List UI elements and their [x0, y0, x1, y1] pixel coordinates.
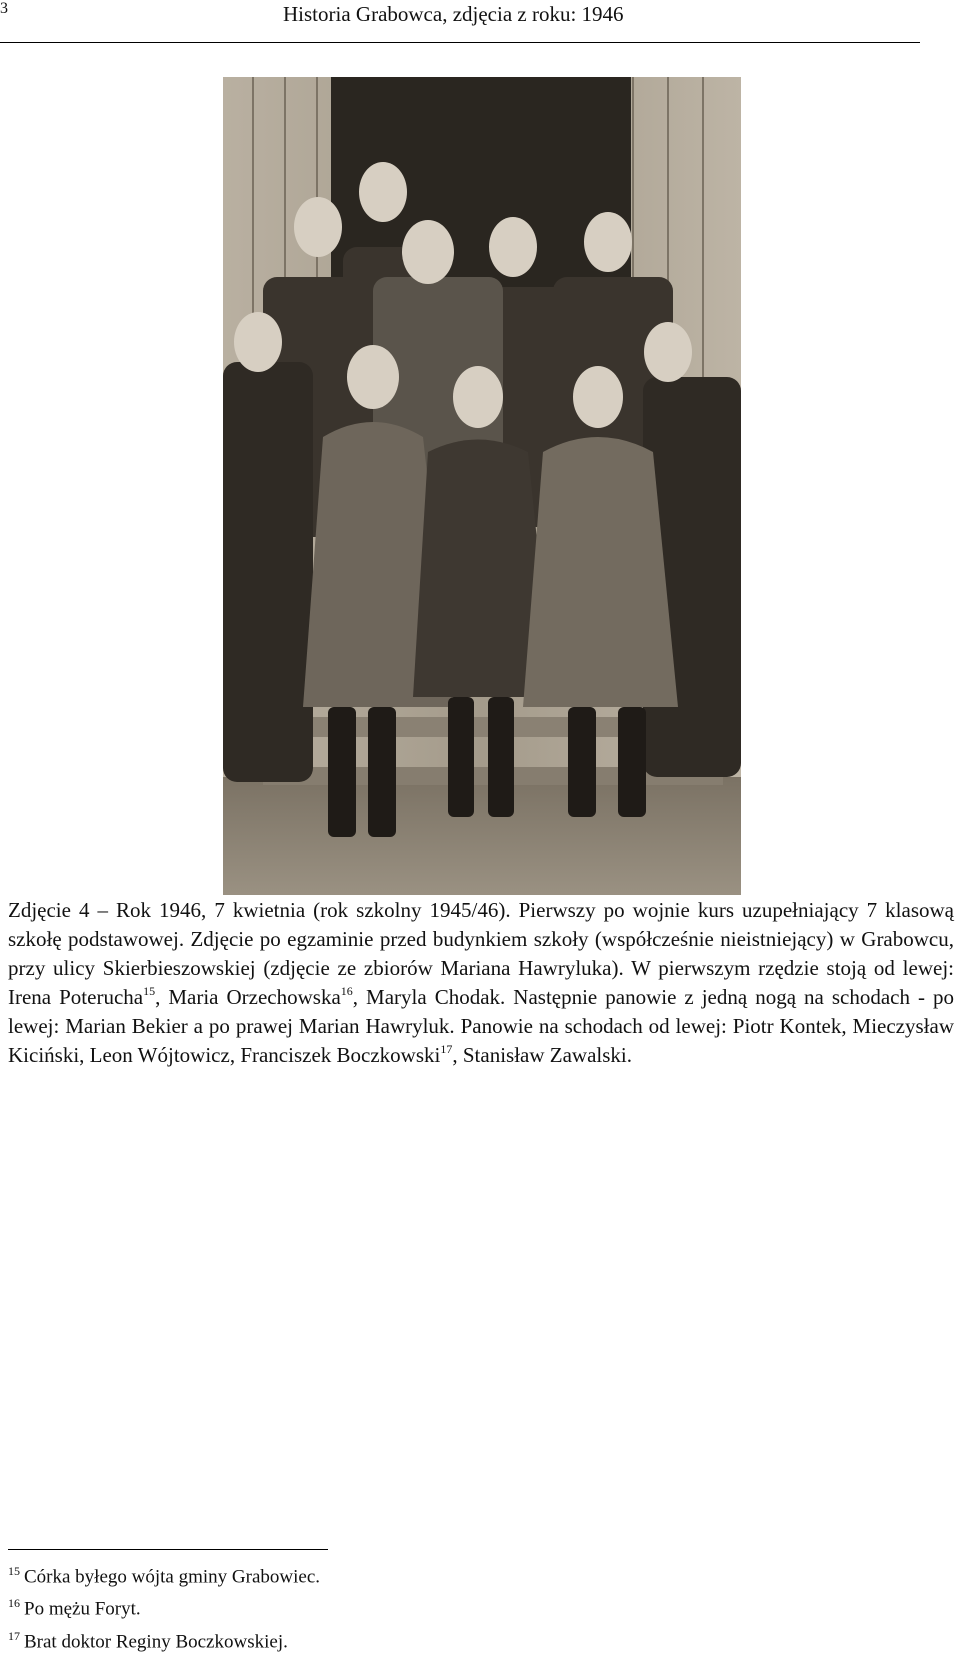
footnote-ref[interactable]: 16	[340, 984, 353, 998]
footnote-text: Córka byłego wójta gminy Grabowiec.	[24, 1566, 321, 1588]
footnote-number: 15	[8, 1564, 20, 1578]
group-photo-illustration	[223, 77, 741, 895]
page-header	[0, 0, 920, 43]
footnotes	[8, 1558, 908, 1655]
caption-text: , Stanisław Zawalski.	[452, 1043, 632, 1067]
footnote	[8, 1623, 908, 1655]
front-row	[303, 422, 678, 707]
header-title: Historia Grabowca, zdjęcia z roku: 1946	[283, 2, 624, 26]
footnote-number: 16	[8, 1596, 20, 1611]
face	[234, 312, 282, 372]
caption-text: Zdjęcie 4 – Rok 1946, 7 kwietnia (rok szkolny 1945/46). Pierwszy po wojnie kurs uzupełniający 7 klasową szkołę podstawowej. Zdjęcie po egzaminie przed budynkiem szkoły (współcześnie nieistniejący) w Grabowcu, przy ulicy Skierbieszowskiej (zdjęcie ze zbiorów Mariana Hawryluka). W pierwszym rzędzie stoją od lewej: Irena Poterucha	[8, 898, 954, 1009]
face	[644, 322, 692, 382]
page-number: 3	[0, 0, 8, 17]
man-left	[223, 362, 313, 782]
caption-text: , Maria Orzechowska	[155, 985, 341, 1009]
footnote-text: Brat doktor Reginy Boczkowskiej.	[24, 1630, 288, 1652]
footnote	[8, 1590, 908, 1622]
footnote-separator	[8, 1549, 328, 1550]
footnote-ref[interactable]: 17	[440, 1042, 453, 1056]
footnote-text: Po mężu Foryt.	[24, 1598, 141, 1620]
footnote-ref[interactable]: 15	[143, 984, 156, 998]
photo-caption	[8, 896, 954, 1070]
footnote-number: 17	[8, 1628, 20, 1643]
caption-text: , Maryla Chodak. Następnie panowie z jedną nogą na schodach - po lewej: Marian Bekier a po prawej Marian Hawryluk. Panowie na schodach od lewej: Piotr Kontek, Mieczysław Kiciński, Leon Wójtowicz, Franciszek Boczkowski	[8, 985, 954, 1067]
group-photo	[223, 77, 741, 895]
ground	[223, 777, 741, 895]
footnote	[8, 1558, 908, 1590]
